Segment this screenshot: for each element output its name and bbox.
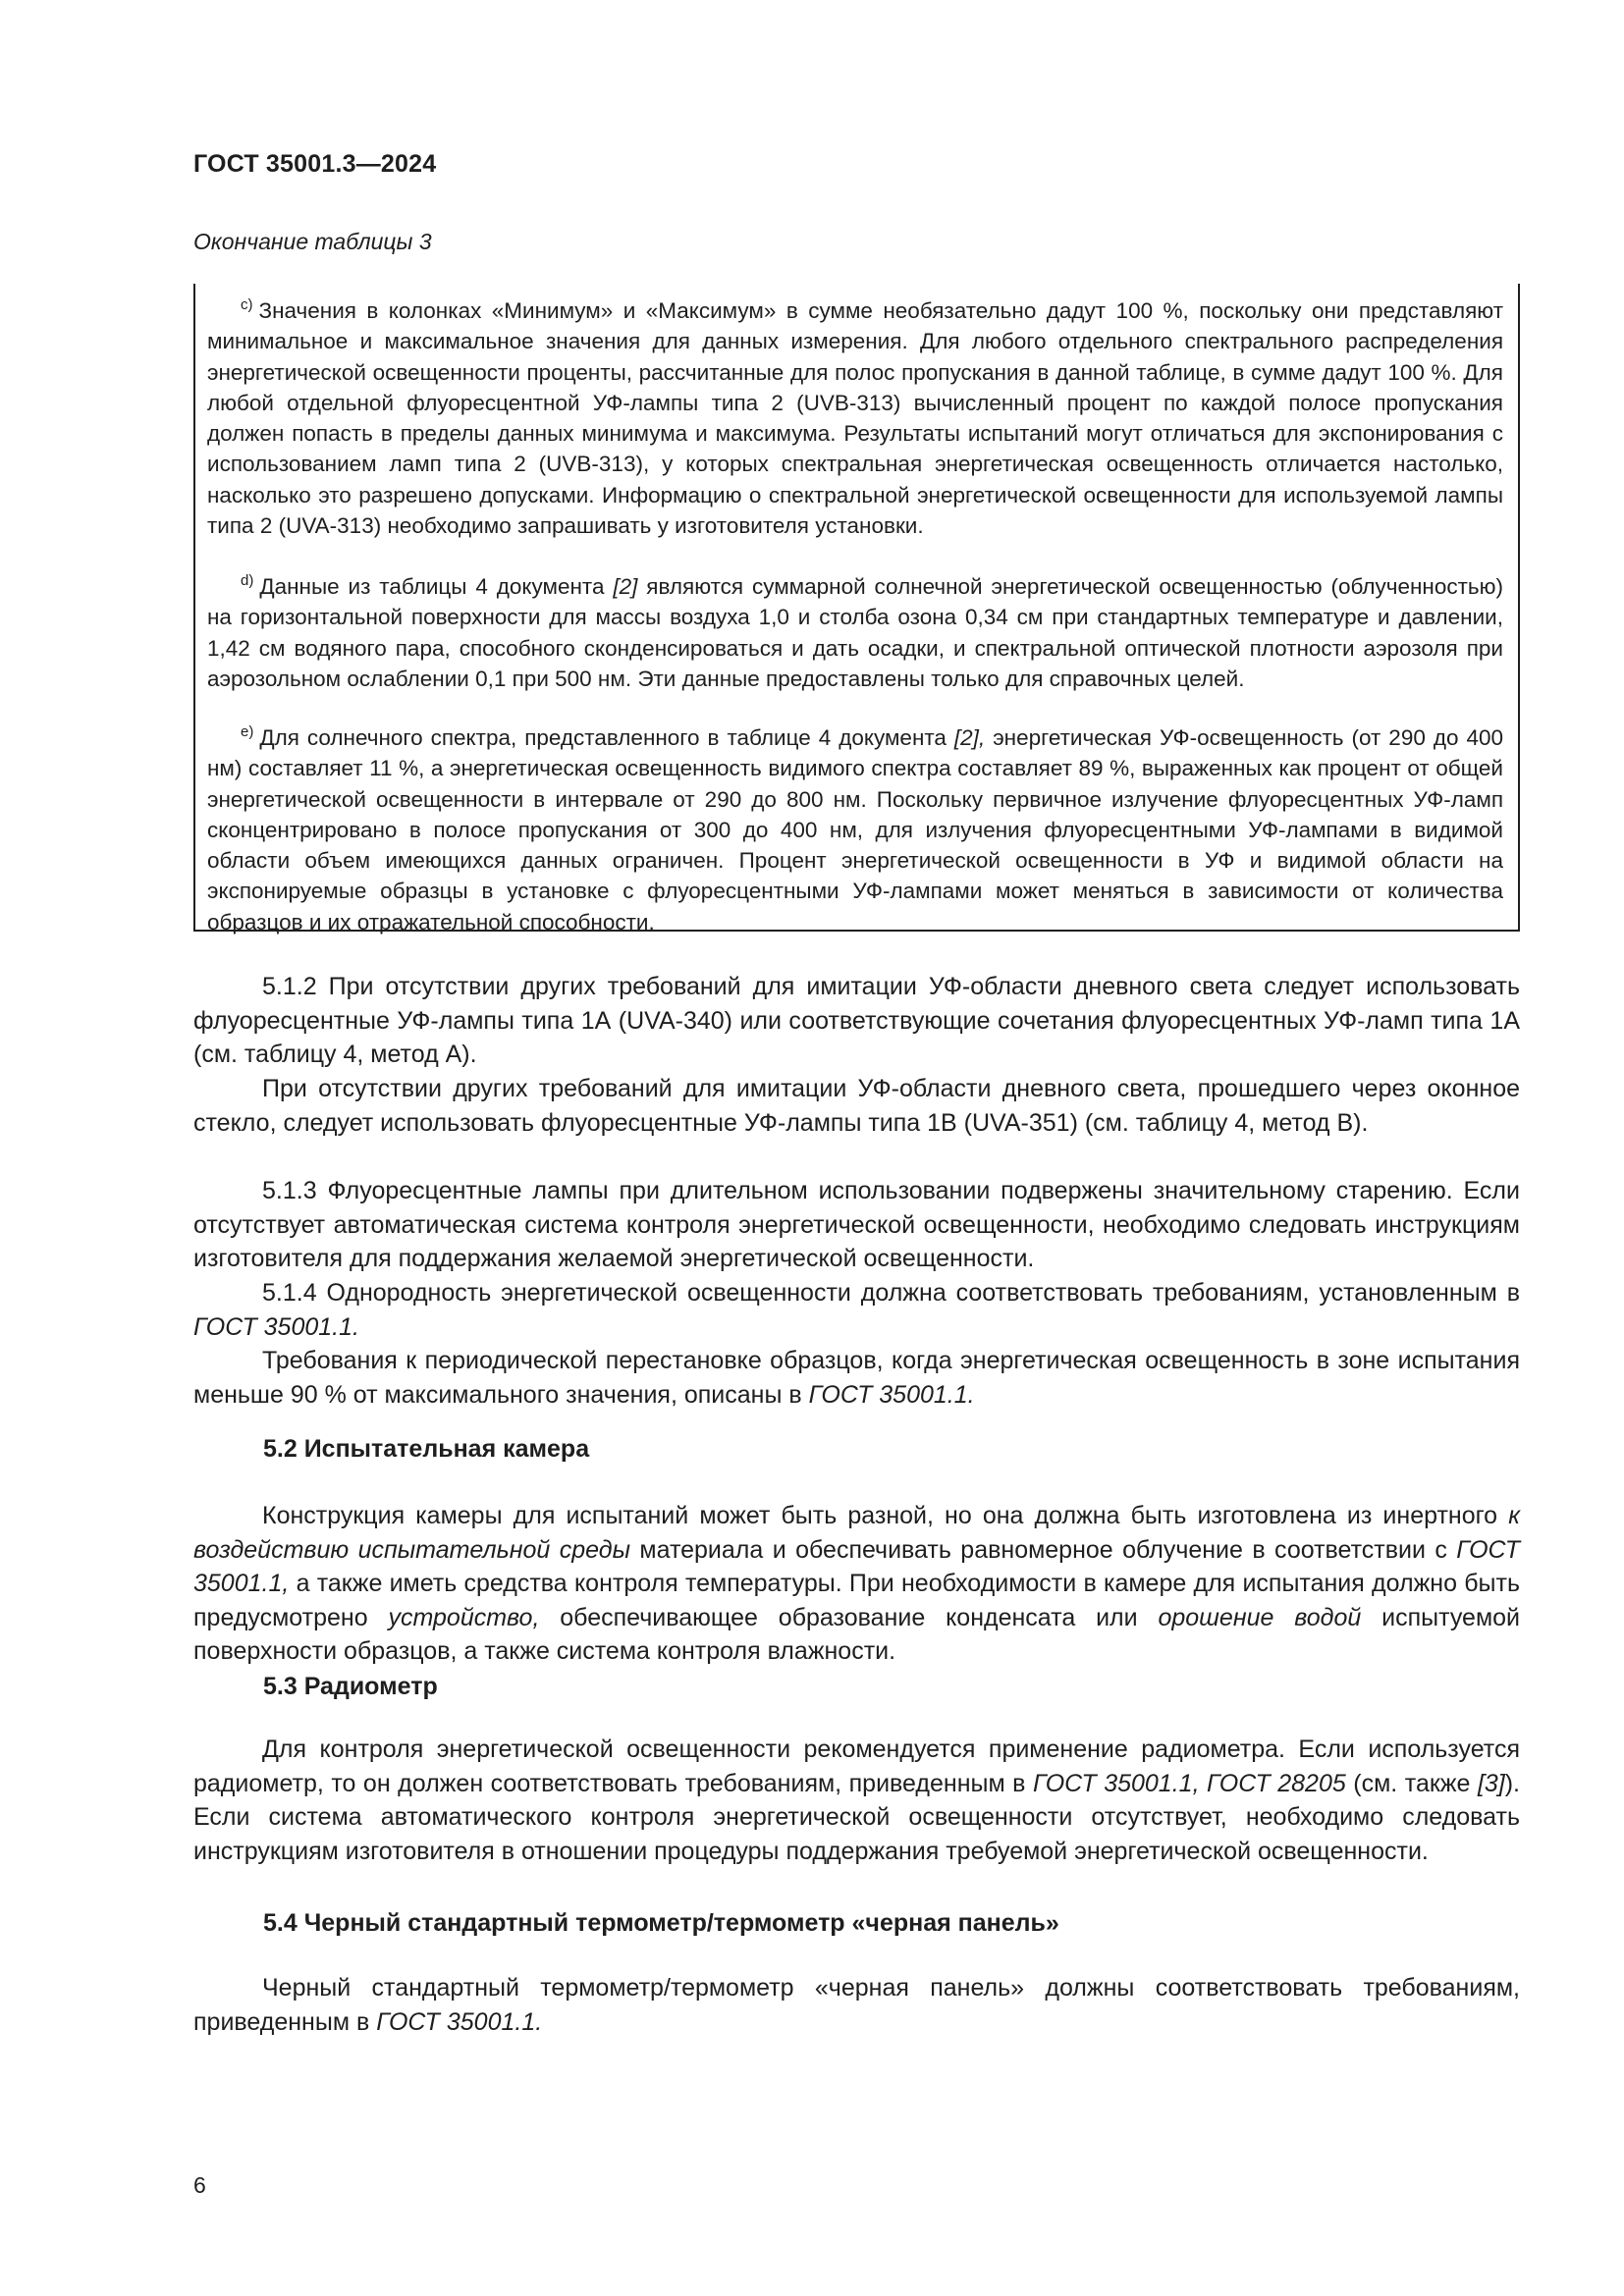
- clause-text: ). Если система автоматического контроля энергетической освещенности отсутствует, необходимо следовать инструкциям изготовителя в отношении процедуры поддержания требуемой энергетической освещенности.: [193, 1769, 1521, 1865]
- clause-5-1-2: 5.1.2 При отсутствии других требований для имитации УФ-области дневного света следует использовать флуоресцентные УФ-лампы типа 1А (UVA-340) или соответствующие сочетания флуоресцентных УФ-ламп типа 1А (см. таблицу 4, метод А).: [193, 973, 1520, 1069]
- note-text: энергетическая УФ-освещенность (от 290 до 400 нм) составляет 11 %, а энергетическая освещенность видимого спектра составляет 89 %, выраженных как процент от общей энергетической освещенности в интервале от 290 до 800 нм. Поскольку первичное излучение флуоресцентных УФ-ламп сконцентрировано в полосе пропускания от 300 до 400 нм, для излучения флуоресцентными УФ-лампами в видимой области объем имеющихся данных ограничен. Процент энергетической освещенности в УФ и видимой области на экспонируемые образцы в установке с флуоресцентными УФ-лампами может меняться в зависимости от количества образцов и их отражательной способности.: [207, 725, 1503, 934]
- section-5-3-text: [193, 1733, 1520, 1868]
- standard-header: ГОСТ 35001.3—2024: [193, 150, 437, 178]
- emphasis-text: к воздействию испытательной среды: [193, 1502, 1520, 1564]
- standard-reference: ГОСТ 35001.1.: [808, 1380, 975, 1409]
- clause-text: обеспечивающее образование конденсата или: [539, 1603, 1159, 1631]
- section-heading-5-3: 5.3 Радиометр: [263, 1673, 438, 1700]
- note-mark: e): [241, 723, 254, 740]
- table-note-c: [207, 295, 1503, 541]
- standard-reference: ГОСТ 35001.1, ГОСТ 28205: [1032, 1769, 1346, 1797]
- standard-reference: ГОСТ 35001.1.: [376, 2007, 543, 2036]
- clause-5-1-2-continued: При отсутствии других требований для имитации УФ-области дневного света, прошедшего через оконное стекло, следует использовать флуоресцентные УФ-лампы типа 1В (UVA-351) (см. таблицу 4, метод В).: [193, 1075, 1520, 1137]
- reference-link: [3]: [1477, 1769, 1505, 1797]
- standard-reference: ГОСТ 35001.1,: [193, 1535, 1521, 1598]
- standard-reference: ГОСТ 35001.1.: [193, 1312, 359, 1341]
- section-heading-5-4: 5.4 Черный стандартный термометр/термометр «черная панель»: [263, 1909, 1059, 1937]
- note-text: Значения в колонках «Минимум» и «Максимум» в сумме необязательно дадут 100 %, поскольку они представляют минимальное и максимальное значения для данных измерения. Для любого отдельного спектрального распределения энергетической освещенности проценты, рассчитанные для полос пропускания в данной таблице, в сумме дадут 100 %. Для любой отдельной флуоресцентной УФ-лампы типа 2 (UVB-313) вычисленный процент по каждой полосе пропускания должен попасть в пределы данных минимума и максимума. Результаты испытаний могут отличаться для экспонирования с использованием ламп типа 2 (UVB-313), у которых спектральная энергетическая освещенность отличается настолько, насколько это разрешено допусками. Информацию о спектральной энергетической освещенности для используемой лампы типа 2 (UVA-313) необходимо запрашивать у изготовителя установки.: [207, 298, 1503, 539]
- note-mark: d): [241, 572, 254, 589]
- clause-text: (см. также: [1345, 1769, 1478, 1797]
- clause-5-1-3: 5.1.3 Флуоресцентные лампы при длительном использовании подвержены значительному старению. Если отсутствует автоматическая система контроля энергетической освещенности, необходимо следовать инструкциям изготовителя для поддержания желаемой энергетической освещенности.: [193, 1177, 1520, 1273]
- clause-text: Требования к периодической перестановке образцов, когда энергетическая освещенность в зоне испытания меньше 90 % от максимального значения, описаны в: [193, 1347, 1520, 1409]
- page-number: 6: [193, 2172, 206, 2198]
- table-note-d: [207, 571, 1503, 694]
- table-caption: Окончание таблицы 3: [193, 229, 432, 254]
- note-text: Данные из таблицы 4 документа: [259, 574, 614, 599]
- clause-text: Для контроля энергетической освещенности рекомендуется применение радиометра. Если используется радиометр, то он должен соответствовать требованиям, приведенным в: [193, 1735, 1520, 1797]
- clause-text: испытуемой поверхности образцов, а также система контроля влажности.: [193, 1603, 1520, 1666]
- table-note-e: [207, 722, 1503, 937]
- emphasis-text: орошение водой: [1158, 1603, 1362, 1631]
- clause-text: материала и обеспечивать равномерное облучение в соответствии с: [629, 1535, 1457, 1564]
- clause-text: Конструкция камеры для испытаний может быть разной, но она должна быть изготовлена из инертного: [262, 1502, 1509, 1529]
- note-text: Для солнечного спектра, представленного в таблице 4 документа: [259, 725, 954, 750]
- clause-5-1-4-continued: [193, 1344, 1520, 1412]
- note-text: являются суммарной солнечной энергетической освещенностью (облученностью) на горизонтальной поверхности для массы воздуха 1,0 и столба озона 0,34 см при стандартных температуре и давлении, 1,42 см водяного пара, способного сконденсироваться и дать осадки, и спектральной оптической плотности аэрозоля при аэрозольном ослаблении 0,1 при 500 нм. Эти данные предоставлены только для справочных целей.: [207, 574, 1503, 691]
- clause-text: Черный стандартный термометр/термометр «черная панель» должны соответствовать требованиям, приведенным в: [193, 1974, 1520, 2036]
- reference-link: [2]: [613, 574, 638, 599]
- emphasis-text: устройство,: [388, 1603, 540, 1631]
- clause-text: 5.1.4 Однородность энергетической освещенности должна соответствовать требованиям, установленным в: [262, 1279, 1520, 1307]
- table-notes-box: [193, 284, 1520, 932]
- clause-5-1-4: [193, 1276, 1520, 1344]
- reference-link: [2],: [953, 725, 986, 750]
- section-5-4-text: [193, 1971, 1520, 2039]
- note-mark: c): [241, 296, 253, 313]
- clause-text: а также иметь средства контроля температуры. При необходимости в камере для испытания должно быть предусмотрено: [193, 1570, 1520, 1631]
- section-5-2-text: [193, 1499, 1520, 1669]
- section-heading-5-2: 5.2 Испытательная камера: [263, 1435, 590, 1463]
